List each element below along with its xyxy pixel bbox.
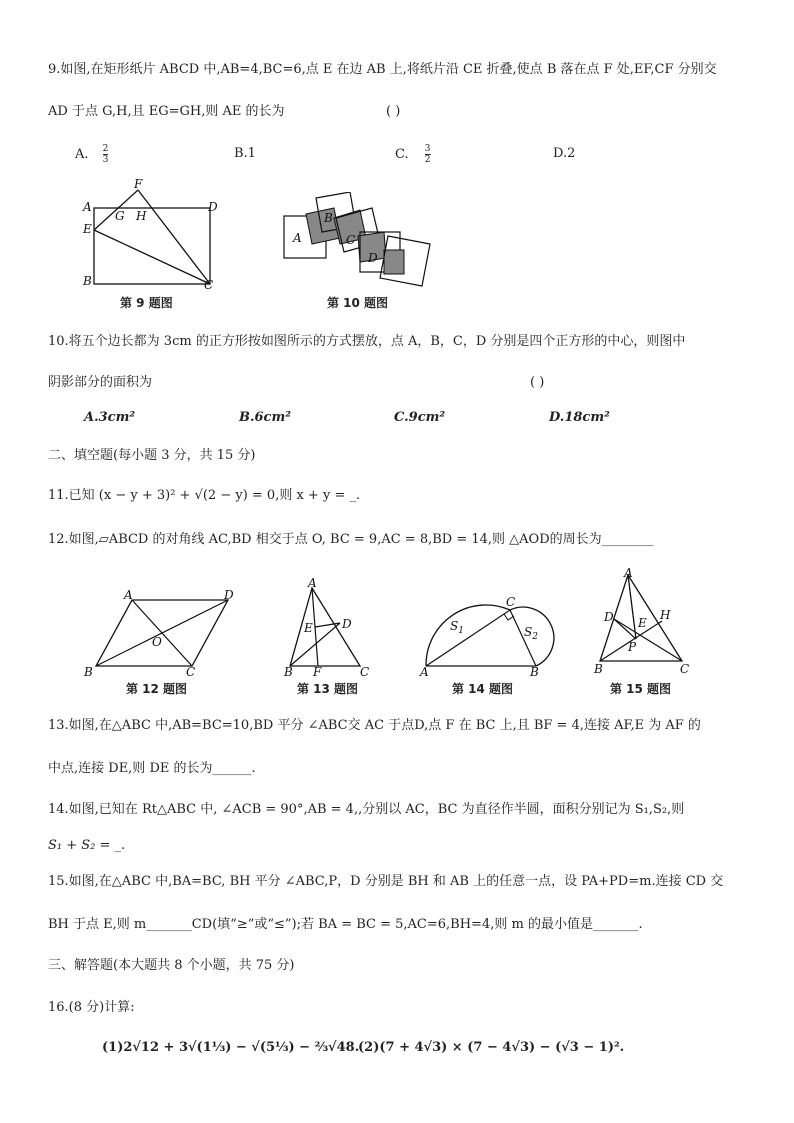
fig14-label-s2 bbox=[524, 625, 538, 642]
section-3-heading: 三、解答题(本大题共 8 个小题，共 75 分) bbox=[48, 958, 295, 973]
section-2-heading: 二、填空题(每小题 3 分，共 15 分) bbox=[48, 448, 256, 463]
fig15-label-c: C bbox=[680, 662, 690, 676]
q9-option-d: D.2 bbox=[553, 146, 576, 161]
q13-line2: 中点,连接 DE,则 DE 的长为______. bbox=[48, 761, 256, 776]
figure-9 bbox=[78, 178, 228, 290]
q9-option-a-den: 3 bbox=[102, 155, 109, 165]
fig10-label-c: C bbox=[346, 233, 356, 247]
fig9-label-a: A bbox=[83, 200, 92, 214]
fig12-label-a: A bbox=[124, 588, 133, 602]
fig14-s1-sub: 1 bbox=[458, 626, 464, 636]
q9-option-a-label: A. bbox=[75, 147, 89, 162]
q10-answer-paren: ( ) bbox=[530, 375, 545, 390]
q16-title: 16.(8 分)计算: bbox=[48, 1000, 135, 1015]
q10-option-a: A.3cm² bbox=[84, 410, 136, 425]
fig13-label-c: C bbox=[360, 665, 370, 679]
figure-13 bbox=[282, 578, 382, 680]
figure-15 bbox=[592, 565, 696, 680]
fig9-label-g: G bbox=[115, 209, 125, 223]
q9-line2: AD 于点 G,H,且 EG=GH,则 AE 的长为 bbox=[48, 104, 285, 119]
q10-option-d: D.18cm² bbox=[549, 410, 610, 425]
fig14-s2-letter: S bbox=[524, 625, 533, 639]
fig13-label-e: E bbox=[304, 621, 313, 635]
fig13-label-a: A bbox=[308, 578, 317, 590]
figure-10 bbox=[278, 192, 444, 288]
q10-line2: 阴影部分的面积为 bbox=[48, 375, 153, 390]
fig15-label-p: P bbox=[628, 640, 637, 654]
q14-line1: 14.如图,已知在 Rt△ABC 中, ∠ACB = 90°,AB = 4,,分别以 AC，BC 为直径作半圆，面积分别记为 S₁,S₂,则 bbox=[48, 802, 685, 817]
fig9-label-d: D bbox=[208, 200, 218, 214]
fig13-label-f: F bbox=[313, 665, 322, 679]
fig10-caption: 第 10 题图 bbox=[327, 296, 389, 310]
q9-line1: 9.如图,在矩形纸片 ABCD 中,AB=4,BC=6,点 E 在边 AB 上,将纸片沿 CE 折叠,使点 B 落在点 F 处,EF,CF 分别交 bbox=[48, 62, 717, 77]
q10-line1: 10.将五个边长都为 3cm 的正方形按如图所示的方式摆放，点 A，B，C，D 分别是四个正方形的中心，则图中 bbox=[48, 334, 686, 349]
figure-12 bbox=[82, 588, 242, 680]
fig14-s2-sub: 2 bbox=[532, 632, 538, 642]
q16-part2: (2)(7 + 4√3) × (7 − 4√3) − (√3 − 1)². bbox=[358, 1040, 625, 1055]
fig12-label-d: D bbox=[224, 588, 234, 602]
q9-option-a-num: 2 bbox=[102, 144, 109, 154]
q10-option-b: B.6cm² bbox=[239, 410, 291, 425]
q9-option-c-label: C. bbox=[395, 147, 409, 162]
fig10-label-a: A bbox=[293, 231, 302, 245]
fig14-semicircle-ac bbox=[426, 605, 510, 666]
fig12-caption: 第 12 题图 bbox=[126, 682, 188, 696]
q11-text: 11.已知 (x − y + 3)² + √(2 − y) = 0,则 x + y = _. bbox=[48, 488, 361, 503]
fig13-label-d: D bbox=[342, 617, 352, 631]
q10-option-c: C.9cm² bbox=[394, 410, 446, 425]
fig13-label-b: B bbox=[284, 665, 293, 679]
fig14-caption: 第 14 题图 bbox=[452, 682, 514, 696]
fig9-label-f: F bbox=[134, 178, 143, 191]
fig14-s1-letter: S bbox=[450, 619, 459, 633]
fig9-caption: 第 9 题图 bbox=[120, 296, 173, 310]
q9-option-c-num: 3 bbox=[424, 144, 431, 154]
fig14-label-c: C bbox=[506, 595, 516, 609]
fig15-label-h: H bbox=[660, 608, 671, 622]
fig14-label-a: A bbox=[420, 665, 429, 678]
fig12-diagonal-bd bbox=[96, 600, 228, 666]
fig12-label-b: B bbox=[84, 665, 93, 679]
fig9-label-c: C bbox=[204, 278, 214, 290]
fig15-label-e: E bbox=[638, 616, 647, 630]
fig13-caption: 第 13 题图 bbox=[297, 682, 359, 696]
fig14-label-b: B bbox=[530, 665, 539, 678]
q14-line2: S₁ + S₂ = _. bbox=[48, 838, 126, 853]
fig12-label-o: O bbox=[152, 635, 162, 649]
fig10-label-b: B bbox=[324, 211, 333, 225]
q9-option-c bbox=[395, 144, 431, 165]
fig15-label-d: D bbox=[604, 610, 614, 624]
q9-option-b: B.1 bbox=[234, 146, 256, 161]
fig15-label-b: B bbox=[594, 662, 603, 676]
fig15-caption: 第 15 题图 bbox=[610, 682, 672, 696]
q15-line1: 15.如图,在△ABC 中,BA=BC, BH 平分 ∠ABC,P，D 分别是 BH 和 AB 上的任意一点，设 PA+PD=m.连接 CD 交 bbox=[48, 874, 724, 889]
fig15-label-a: A bbox=[624, 566, 633, 580]
q12-text: 12.如图,▱ABCD 的对角线 AC,BD 相交于点 O, BC = 9,AC = 8,BD = 14,则 △AOD的周长为________ bbox=[48, 532, 654, 547]
q9-option-c-den: 2 bbox=[424, 155, 431, 165]
fig10-label-d: D bbox=[368, 251, 378, 265]
q9-option-a bbox=[75, 144, 108, 165]
fig14-label-s1 bbox=[450, 619, 464, 636]
fig9-label-e: E bbox=[83, 222, 92, 236]
q13-line1: 13.如图,在△ABC 中,AB=BC=10,BD 平分 ∠ABC交 AC 于点D,点 F 在 BC 上,且 BF = 4,连接 AF,E 为 AF 的 bbox=[48, 718, 701, 733]
figure-14 bbox=[418, 588, 570, 678]
q9-answer-paren: ( ) bbox=[386, 104, 401, 119]
fig9-label-b: B bbox=[83, 274, 92, 288]
q16-part1: (1)2√12 + 3√(1⅓) − √(5⅓) − ⅔√48. bbox=[102, 1040, 360, 1055]
fig12-label-c: C bbox=[186, 665, 196, 679]
fig9-label-h: H bbox=[136, 209, 147, 223]
q15-line2: BH 于点 E,则 m_______CD(填“≥”或“≤”);若 BA = BC = 5,AC=6,BH=4,则 m 的最小值是_______. bbox=[48, 917, 643, 932]
